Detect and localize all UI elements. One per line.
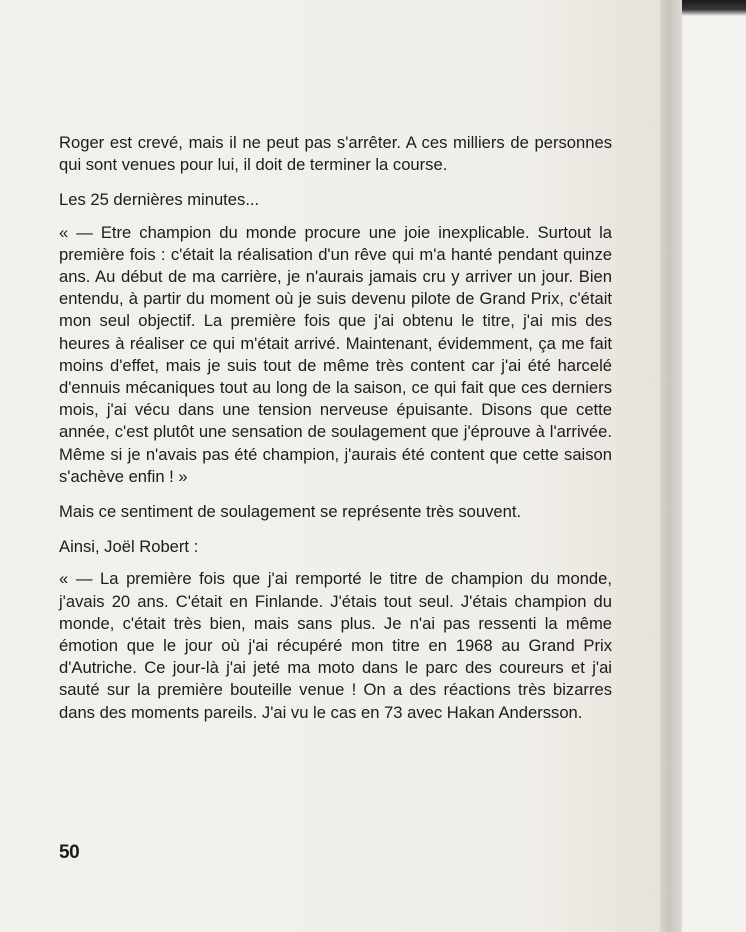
paragraph-2: Les 25 dernières minutes... (59, 190, 260, 210)
facing-page-edge (682, 0, 746, 932)
page-shadow (682, 0, 746, 16)
book-gutter (660, 0, 682, 932)
paragraph-4: Mais ce sentiment de soulagement se représente très souvent. (59, 502, 522, 522)
paragraph-1: Roger est crevé, mais il ne peut pas s'arrêter. A ces milliers de personnes qui sont venues pour lui, il doit de terminer la course. (59, 133, 612, 175)
page-number: 50 (59, 842, 80, 863)
paragraph-5: Ainsi, Joël Robert : (59, 537, 199, 557)
paragraph-6: « — La première fois que j'ai remporté le titre de champion du monde, j'avais 20 ans. C'était en Finlande. J'étais tout seul. J'étais champion du monde, c'était très bien, mais sans plus. Je n'ai pas ressenti la même émotion que le jour où j'ai récupéré mon titre en 1968 au Grand Prix d'Autriche. Ce jour-là j'ai jeté ma moto dans le parc des coureurs et j'ai sauté sur la première bouteille venue ! On a des réactions très bizarres dans des moments pareils. J'ai vu le cas en 73 avec Hakan Andersson. (59, 569, 612, 722)
body-text (59, 132, 612, 737)
paragraph-3: « — Etre champion du monde procure une joie inexplicable. Surtout la première fois : c'était la réalisation d'un rêve qui m'a hanté pendant quinze ans. Au début de ma carrière, je n'aurais jamais cru y arriver un jour. Bien entendu, à partir du moment où je suis devenu pilote de Grand Prix, c'était mon seul objectif. La première fois que j'ai obtenu le titre, j'ai mis des heures à réaliser ce qui m'était arrivé. Maintenant, évidemment, ça me fait moins d'effet, mais je suis tout de même très content car j'ai été harcelé d'ennuis mécaniques tout au long de la saison, ce qui fait que ces derniers mois, j'ai vécu dans une tension nerveuse épuisante. Disons que cette année, c'est plutôt une sensation de soulagement que j'éprouve à l'arrivée. Même si je n'avais pas été champion, j'aurais été content que cette saison s'achève enfin ! » (59, 222, 612, 486)
